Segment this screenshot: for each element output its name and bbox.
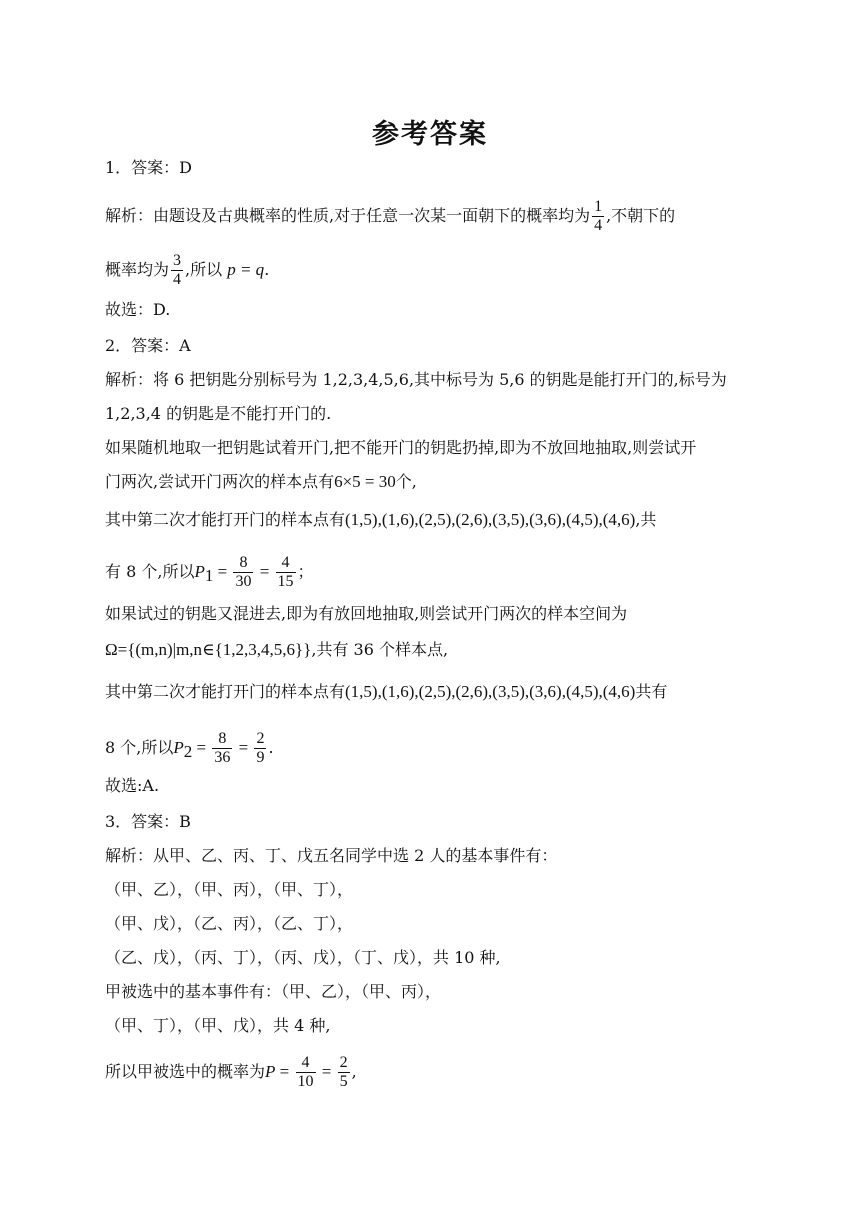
subscript: 2 — [183, 742, 193, 762]
text: ,共 — [635, 510, 657, 529]
q3-line5: 甲被选中的基本事件有：（甲、乙），（甲、丙）， — [105, 982, 442, 1001]
q2-line5 — [105, 510, 765, 530]
math-sample-count: 6×5 = 30 — [334, 472, 396, 491]
fraction-8-30 — [233, 554, 253, 591]
q2-line8 — [105, 640, 765, 660]
numerator: 3 — [173, 252, 182, 269]
q2-line3: 如果随机地取一把钥匙试着开门,把不能开门的钥匙扔掉,即为不放回地抽取,则尝试开 — [105, 438, 697, 457]
q2-answer: 2．答案：A — [105, 336, 191, 355]
math-sample-pairs: (1,5),(1,6),(2,5),(2,6),(3,5),(3,6),(4,5),(4,6) — [345, 510, 636, 529]
numerator: 1 — [594, 198, 603, 215]
denominator: 30 — [235, 573, 252, 590]
q2-line1: 解析：将 6 把钥匙分别标号为 1,2,3,4,5,6,其中标号为 5,6 的钥匙是能打开门的,标号为 — [105, 370, 727, 389]
q1-answer: 1．答案：D — [105, 158, 193, 177]
q3-answer: 3．答案：B — [105, 812, 191, 831]
denominator: 9 — [256, 749, 265, 766]
fraction-3-4 — [171, 252, 183, 289]
text: 共有 — [635, 682, 668, 701]
page-title: 参考答案 — [372, 119, 488, 150]
q3-line4: （乙、戊），（丙、丁），（丙、戊），（丁、戊），共 10 种, — [105, 948, 501, 967]
text: , — [351, 1062, 357, 1081]
denominator: 4 — [173, 271, 182, 288]
math-sample-pairs: (1,5),(1,6),(2,5),(2,6),(3,5),(3,6),(4,5),(4,6) — [345, 682, 636, 701]
q2-line2: 1,2,3,4 的钥匙是不能打开门的. — [105, 404, 332, 423]
text: 个, — [395, 472, 417, 491]
math-sample-space: Ω={(m,n)|m,n∈{1,2,3,4,5,6}} — [105, 640, 312, 659]
denominator: 5 — [339, 1073, 348, 1090]
q2-line7: 如果试过的钥匙又混进去,即为有放回地抽取,则尝试开门两次的样本空间为 — [105, 604, 628, 623]
q1-explanation-line1 — [105, 198, 765, 235]
text: ,共有 36 个样本点, — [311, 640, 449, 659]
text: 概率均为 — [105, 260, 170, 279]
text: ； — [297, 562, 314, 581]
q2-line10: 8 个,所以$P_2$ = $\frac{8}{36}$ = $\frac{2}{9}$ . — [105, 730, 274, 766]
numerator: 2 — [256, 730, 265, 747]
text: . — [268, 738, 274, 757]
text: 所以甲被选中的概率为 — [105, 1062, 266, 1081]
denominator: 4 — [594, 217, 603, 234]
fraction-4-15 — [276, 554, 296, 591]
q1-explanation-line2 — [105, 252, 765, 289]
fraction-4-10 — [296, 1054, 316, 1091]
math-p: P — [194, 562, 205, 581]
text: 其中第二次才能打开门的样本点有 — [105, 682, 346, 701]
denominator: 15 — [277, 573, 294, 590]
q3-line7: 所以甲被选中的概率为P = $\frac{4}{10}$ = $\frac{2}{5}$ , — [105, 1054, 357, 1090]
numerator: 8 — [212, 730, 232, 749]
q2-conclusion: 故选:A. — [105, 776, 160, 795]
text: 其中第二次才能打开门的样本点有 — [105, 510, 346, 529]
fraction-2-5 — [338, 1054, 350, 1091]
q2-line6: 有 8 个,所以$P_1$ = $\frac{8}{30}$ = $\frac{4}{15}$ ； — [105, 554, 314, 590]
q3-line1: 解析：从甲、乙、丙、丁、戊五名同学中选 2 人的基本事件有： — [105, 846, 558, 865]
q3-line6: （甲、丁），（甲、戊），共 4 种, — [105, 1016, 331, 1035]
text: ,所以 — [185, 260, 223, 279]
math-p: P — [265, 1062, 276, 1081]
fraction-2-9 — [254, 730, 266, 767]
numerator: 8 — [233, 554, 253, 573]
math-p-equals-q: p = q — [227, 260, 265, 279]
q1-conclusion: 故选：D. — [105, 300, 171, 319]
q2-line4 — [105, 472, 765, 492]
fraction-8-36 — [212, 730, 232, 767]
text: 门两次,尝试开门两次的样本点有 — [105, 472, 335, 491]
denominator: 36 — [214, 749, 231, 766]
denominator: 10 — [297, 1073, 314, 1090]
fraction-1-4 — [592, 198, 604, 235]
numerator: 2 — [339, 1054, 348, 1071]
text: 8 个,所以 — [105, 738, 174, 757]
numerator: 4 — [296, 1054, 316, 1073]
q3-line2: （甲、乙），（甲、丙），（甲、丁）， — [105, 880, 354, 899]
subscript: 1 — [204, 566, 214, 586]
text: ,不朝下的 — [606, 206, 676, 225]
text: . — [264, 260, 270, 279]
q3-line3: （甲、戊），（乙、丙），（乙、丁）， — [105, 914, 354, 933]
text: 有 8 个,所以 — [105, 562, 195, 581]
q2-line9 — [105, 682, 765, 702]
text: 解析：由题设及古典概率的性质,对于任意一次某一面朝下的概率均为 — [105, 206, 591, 225]
numerator: 4 — [276, 554, 296, 573]
math-p: P — [173, 738, 184, 757]
